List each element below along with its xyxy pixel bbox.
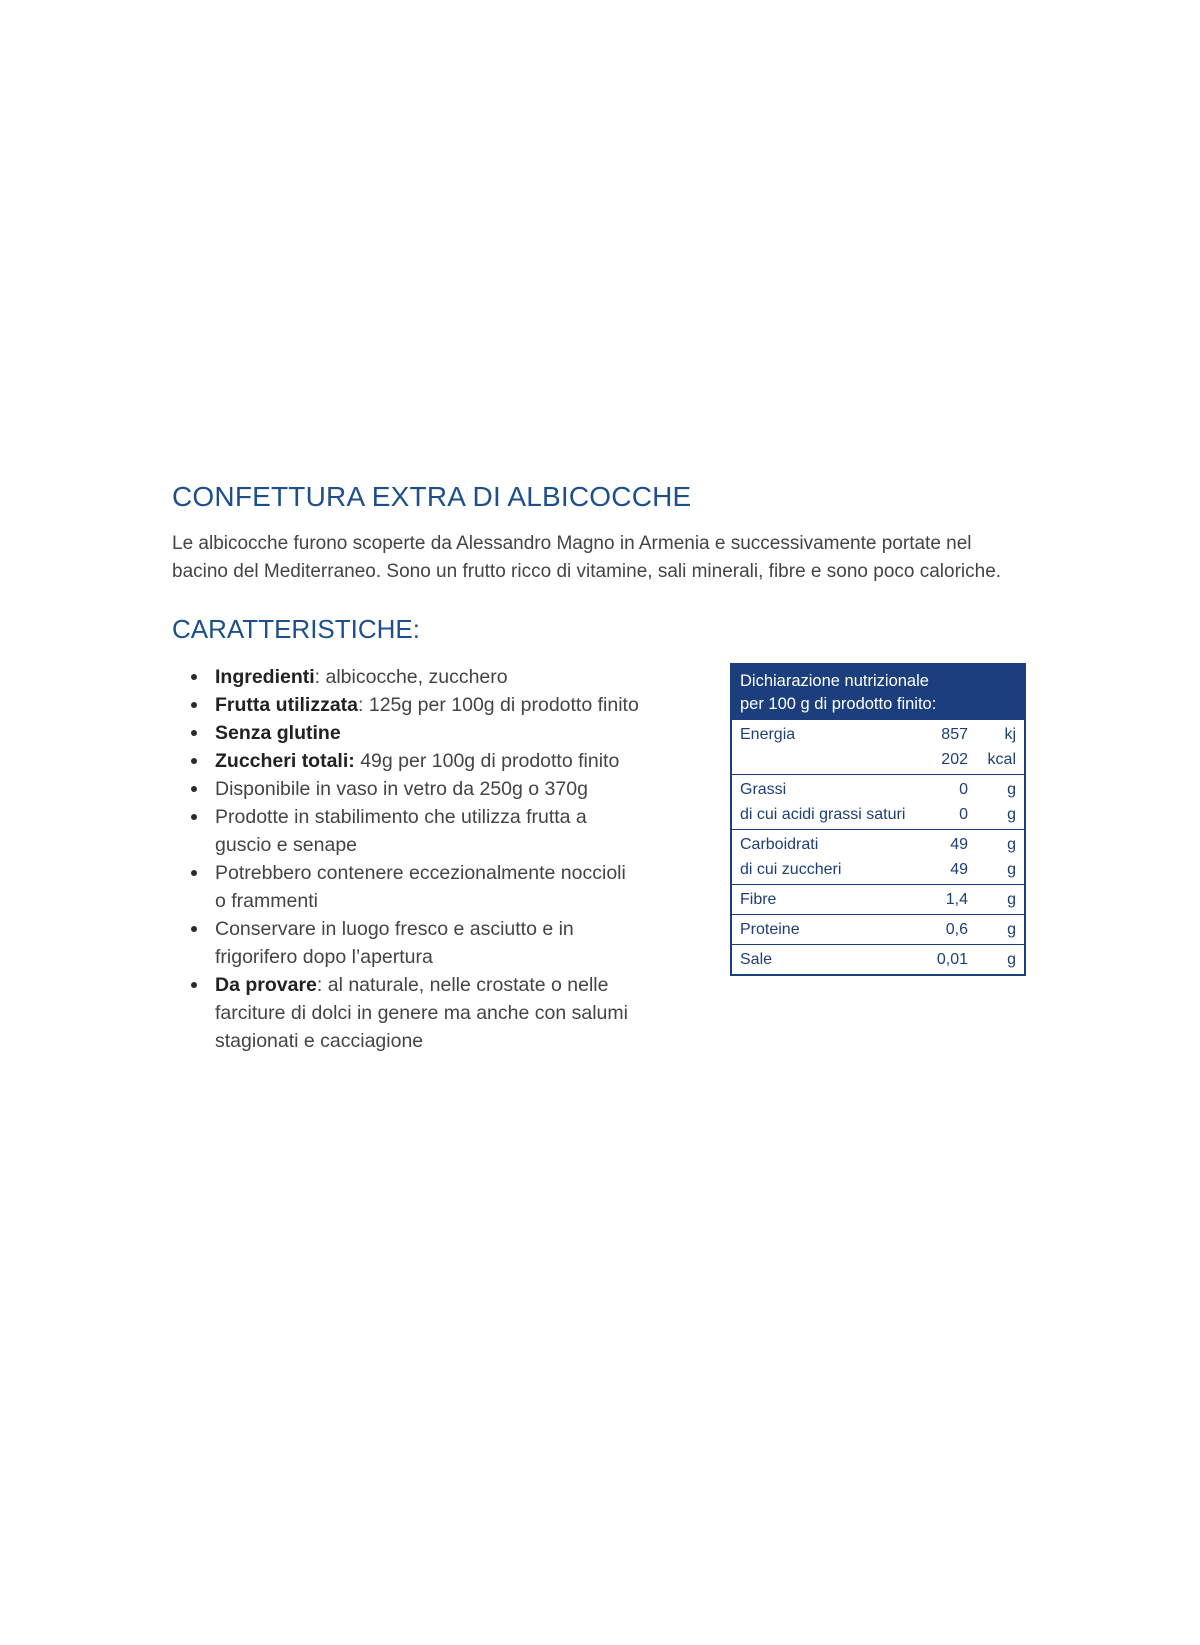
product-content [172, 480, 1032, 1055]
nutrition-row [732, 947, 1024, 972]
nutrition-body [732, 720, 1024, 974]
nutrition-group [732, 914, 1024, 944]
nutrient-label: Grassi [740, 780, 787, 798]
feature-text: Prodotte in stabilimento che utilizza frutta a guscio e senape [215, 805, 587, 856]
nutrient-label: di cui acidi grassi saturi [740, 805, 906, 823]
nutrition-row [732, 722, 1024, 747]
nutrition-header-title: Dichiarazione nutrizionale [740, 671, 929, 690]
nutrient-unit: g [1007, 890, 1016, 908]
feature-label: Da provare [215, 973, 317, 996]
feature-text: Conservare in luogo fresco e asciutto e in frigorifero dopo l’apertura [215, 917, 574, 968]
feature-item [172, 663, 642, 691]
feature-item [172, 775, 642, 803]
nutrition-row [732, 802, 1024, 827]
nutrition-group [732, 774, 1024, 829]
nutrient-value: 202 [941, 750, 968, 768]
nutrient-value: 0 [959, 780, 968, 798]
feature-label: Frutta utilizzata [215, 693, 359, 716]
nutrient-label: Energia [740, 725, 796, 743]
nutrient-unit: g [1007, 835, 1016, 853]
nutrition-table [730, 663, 1026, 976]
nutrition-row [732, 857, 1024, 882]
nutrient-value: 49 [950, 860, 968, 878]
product-description: Le albicocche furono scoperte da Alessandro Magno in Armenia e successivamente portate nel bacino del Mediterraneo. Sono un frutto ricco di vitamine, sali minerali, fibre e sono poco caloriche. [172, 532, 1002, 582]
nutrition-group [732, 944, 1024, 974]
nutrient-label: Sale [740, 950, 773, 968]
feature-item [172, 803, 642, 859]
feature-item [172, 971, 642, 1055]
feature-text: Disponibile in vaso in vetro da 250g o 370g [215, 777, 588, 800]
nutrient-unit: g [1007, 780, 1016, 798]
feature-text: : albicocche, zucchero [314, 665, 508, 688]
nutrition-group [732, 720, 1024, 774]
nutrient-label: Fibre [740, 890, 777, 908]
nutrition-row [732, 832, 1024, 857]
nutrition-group [732, 884, 1024, 914]
product-title: CONFETTURA EXTRA DI ALBICOCCHE [172, 481, 692, 512]
features-list [172, 663, 642, 1055]
nutrient-value: 0,01 [936, 950, 968, 968]
nutrient-label: di cui zuccheri [740, 860, 842, 878]
nutrient-unit: g [1007, 805, 1016, 823]
feature-text: Potrebbero contenere eccezionalmente noccioli o frammenti [215, 861, 626, 912]
nutrient-unit: g [1007, 950, 1016, 968]
feature-label: Senza glutine [215, 721, 341, 744]
nutrition-group [732, 829, 1024, 884]
nutrition-row [732, 747, 1024, 772]
feature-text: : 125g per 100g di prodotto finito [358, 693, 639, 716]
nutrient-label: Proteine [740, 920, 800, 938]
feature-item [172, 859, 642, 915]
nutrient-value: 0,6 [945, 920, 968, 938]
nutrition-header [732, 665, 1024, 720]
nutrient-label: Carboidrati [740, 835, 819, 853]
nutrient-unit: g [1007, 860, 1016, 878]
nutrient-label [732, 747, 918, 772]
nutrient-unit: kcal [987, 750, 1016, 768]
feature-item [172, 719, 642, 747]
feature-item [172, 691, 642, 719]
nutrient-value: 1,4 [945, 890, 968, 908]
nutrition-row [732, 917, 1024, 942]
feature-text: : al naturale, nelle crostate o nelle farciture di dolci in genere ma anche con salumi stagionati e cacciagione [215, 973, 628, 1052]
nutrient-unit: g [1007, 920, 1016, 938]
nutrient-unit: kj [1004, 725, 1016, 743]
nutrient-value: 857 [941, 725, 968, 743]
nutrient-value: 0 [959, 805, 968, 823]
features-section [172, 663, 1032, 1055]
feature-item [172, 915, 642, 971]
nutrition-header-subtitle: per 100 g di prodotto finito: [740, 694, 937, 713]
feature-item [172, 747, 642, 775]
feature-text: 49g per 100g di prodotto finito [354, 749, 620, 772]
features-heading: CARATTERISTICHE: [172, 613, 420, 644]
nutrition-row [732, 887, 1024, 912]
nutrition-row [732, 777, 1024, 802]
feature-label: Zuccheri totali: [215, 749, 355, 772]
feature-label: Ingredienti [215, 665, 315, 688]
nutrient-value: 49 [950, 835, 968, 853]
